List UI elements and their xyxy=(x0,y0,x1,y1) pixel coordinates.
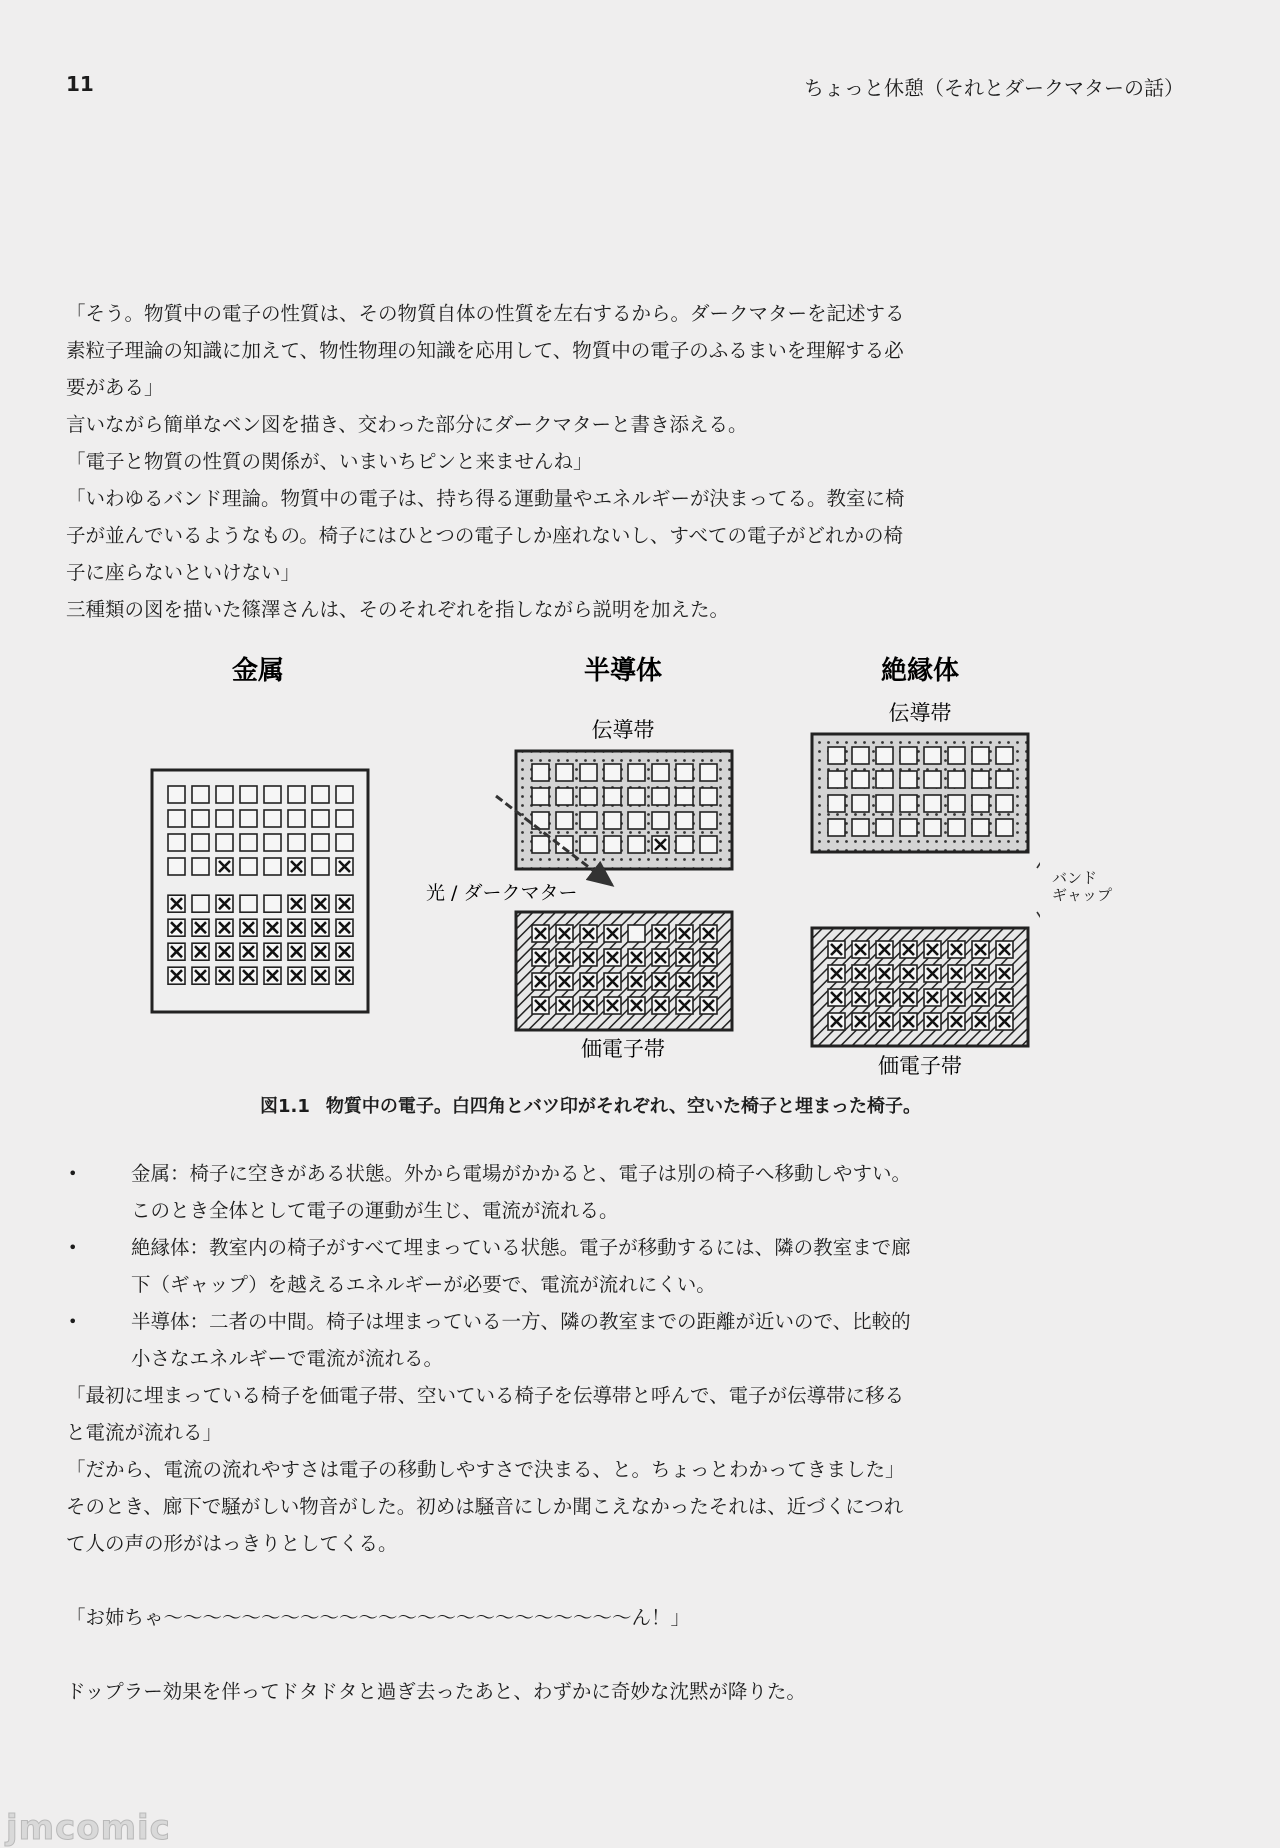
band-gap-label-line: バンド xyxy=(1052,869,1098,887)
empty-seat-icon xyxy=(948,795,965,812)
empty-seat-icon xyxy=(240,858,257,875)
closing-line: ドップラー効果を伴ってドタドタと過ぎ去ったあと、わずかに奇妙な沈黙が降りた。 xyxy=(66,1680,806,1703)
empty-seat-icon xyxy=(652,788,669,805)
empty-seat-icon xyxy=(240,810,257,827)
caption-number: 図1.1 xyxy=(260,1096,310,1117)
empty-seat-icon xyxy=(852,795,869,812)
empty-seat-icon xyxy=(604,764,621,781)
empty-seat-icon xyxy=(580,764,597,781)
band-gap-label-line: ギャップ xyxy=(1052,886,1113,904)
empty-seat-icon xyxy=(900,795,917,812)
semiconductor-title: 半導体 xyxy=(583,656,663,686)
figure-caption xyxy=(260,1092,921,1118)
empty-seat-icon xyxy=(676,812,693,829)
empty-seat-icon xyxy=(532,764,549,781)
empty-seat-icon xyxy=(556,788,573,805)
empty-seat-icon xyxy=(924,819,941,836)
empty-seat-icon xyxy=(828,771,845,788)
empty-seat-icon xyxy=(996,795,1013,812)
empty-seat-icon xyxy=(532,788,549,805)
empty-seat-icon xyxy=(532,836,549,853)
watermark-logo: jmcomic xyxy=(6,1808,171,1848)
empty-seat-icon xyxy=(216,834,233,851)
empty-seat-icon xyxy=(628,764,645,781)
empty-seat-icon xyxy=(312,786,329,803)
bullet-item-metal xyxy=(66,1155,1006,1229)
empty-seat-icon xyxy=(852,819,869,836)
metal-title: 金属 xyxy=(231,656,285,686)
empty-seat-icon xyxy=(948,819,965,836)
empty-seat-icon xyxy=(852,747,869,764)
empty-seat-icon xyxy=(192,810,209,827)
empty-seat-icon xyxy=(168,858,185,875)
empty-seat-icon xyxy=(264,858,281,875)
light-dark-matter-label: 光 / ダークマター xyxy=(426,882,578,904)
band-gap-arrow-up xyxy=(1037,859,1040,868)
empty-seat-icon xyxy=(972,747,989,764)
empty-seat-icon xyxy=(996,771,1013,788)
empty-seat-icon xyxy=(192,786,209,803)
empty-seat-icon xyxy=(336,834,353,851)
bullet-dot-icon: • xyxy=(68,1238,78,1257)
empty-seat-icon xyxy=(240,786,257,803)
empty-seat-icon xyxy=(972,819,989,836)
empty-seat-icon xyxy=(924,747,941,764)
empty-seat-icon xyxy=(700,836,717,853)
semi-conduction-band-label: 伝導帯 xyxy=(591,718,655,742)
caption-text: 物質中の電子。白四角とバツ印がそれぞれ、空いた椅子と埋まった椅子。 xyxy=(325,1096,921,1117)
empty-seat-icon xyxy=(288,834,305,851)
empty-seat-icon xyxy=(336,810,353,827)
empty-seat-icon xyxy=(168,810,185,827)
band-gap-label xyxy=(1052,870,1112,904)
text-line: と電流が流れる」 xyxy=(66,1421,223,1444)
empty-seat-icon xyxy=(264,895,281,912)
empty-seat-icon xyxy=(168,786,185,803)
ins-valence-band-label: 価電子帯 xyxy=(878,1054,962,1078)
empty-seat-icon xyxy=(972,771,989,788)
empty-seat-icon xyxy=(580,812,597,829)
empty-seat-icon xyxy=(900,819,917,836)
empty-seat-icon xyxy=(264,786,281,803)
empty-seat-icon xyxy=(876,819,893,836)
empty-seat-icon xyxy=(948,771,965,788)
page-number: 11 xyxy=(66,72,94,96)
empty-seat-icon xyxy=(924,795,941,812)
empty-seat-icon xyxy=(996,747,1013,764)
empty-seat-icon xyxy=(676,836,693,853)
empty-seat-icon xyxy=(264,810,281,827)
empty-seat-icon xyxy=(312,810,329,827)
running-title: ちょっと休憩（それとダークマターの話） xyxy=(804,76,1184,100)
text-line: 「だから、電流の流れやすさは電子の移動しやすさで決まる、と。ちょっとわかってきました」 xyxy=(66,1458,905,1481)
empty-seat-icon xyxy=(628,925,645,942)
empty-seat-icon xyxy=(972,795,989,812)
bullet-item-semiconductor xyxy=(66,1303,1006,1377)
empty-seat-icon xyxy=(312,858,329,875)
empty-seat-icon xyxy=(580,836,597,853)
empty-seat-icon xyxy=(948,747,965,764)
empty-seat-icon xyxy=(700,812,717,829)
text-line: 言いながら簡単なベン図を描き、交わった部分にダークマターと書き添える。 xyxy=(66,413,748,436)
lower-text-block xyxy=(66,1155,1006,1710)
empty-seat-icon xyxy=(876,771,893,788)
empty-seat-icon xyxy=(604,836,621,853)
empty-seat-icon xyxy=(900,771,917,788)
text-line: 「そう。物質中の電子の性質は、その物質自体の性質を左右するから。ダークマターを記述する xyxy=(66,302,905,325)
empty-seat-icon xyxy=(240,895,257,912)
ins-conduction-band-label: 伝導帯 xyxy=(888,701,952,725)
empty-seat-icon xyxy=(876,747,893,764)
empty-seat-icon xyxy=(700,764,717,781)
bullet-line: 半導体：二者の中間。椅子は埋まっている一方、隣の教室までの距離が近いので、比較的 xyxy=(131,1310,911,1333)
empty-seat-icon xyxy=(288,810,305,827)
empty-seat-icon xyxy=(676,764,693,781)
empty-seat-icon xyxy=(828,795,845,812)
empty-seat-icon xyxy=(628,788,645,805)
text-line: 子に座らないといけない」 xyxy=(66,561,301,584)
bullet-item-insulator xyxy=(66,1229,1006,1303)
empty-seat-icon xyxy=(192,834,209,851)
shout-line: 「お姉ちゃ〜〜〜〜〜〜〜〜〜〜〜〜〜〜〜〜〜〜〜〜〜〜〜〜ん！」 xyxy=(66,1606,691,1629)
text-line: 「電子と物質の性質の関係が、いまいちピンと来ませんね」 xyxy=(66,450,593,473)
bullet-line: 金属：椅子に空きがある状態。外から電場がかかると、電子は別の椅子へ移動しやすい。 xyxy=(131,1162,912,1185)
text-line: 「最初に埋まっている椅子を価電子帯、空いている椅子を伝導帯と呼んで、電子が伝導帯に移る xyxy=(66,1384,905,1407)
text-line: 素粒子理論の知識に加えて、物性物理の知識を応用して、物質中の電子のふるまいを理解する必 xyxy=(66,339,904,362)
empty-seat-icon xyxy=(996,819,1013,836)
text-line: 「いわゆるバンド理論。物質中の電子は、持ち得る運動量やエネルギーが決まってる。教室に椅 xyxy=(66,487,905,510)
empty-seat-icon xyxy=(828,747,845,764)
upper-text-block xyxy=(66,295,1006,628)
text-line: 三種類の図を描いた篠澤さんは、そのそれぞれを指しながら説明を加えた。 xyxy=(66,598,730,621)
text-line: て人の声の形がはっきりとしてくる。 xyxy=(66,1532,398,1555)
bullet-dot-icon: • xyxy=(68,1312,78,1331)
empty-seat-icon xyxy=(676,788,693,805)
band-diagram-figure xyxy=(140,648,1113,1088)
band-diagram xyxy=(140,648,1040,1088)
bullet-line: 小さなエネルギーで電流が流れる。 xyxy=(131,1347,444,1370)
empty-seat-icon xyxy=(852,771,869,788)
empty-seat-icon xyxy=(604,788,621,805)
bullet-line: このとき全体として電子の運動が生じ、電流が流れる。 xyxy=(131,1199,619,1222)
empty-seat-icon xyxy=(336,786,353,803)
empty-seat-icon xyxy=(240,834,257,851)
empty-seat-icon xyxy=(556,764,573,781)
empty-seat-icon xyxy=(168,834,185,851)
text-line: 子が並んでいるようなもの。椅子にはひとつの電子しか座れないし、すべての電子がどれかの椅 xyxy=(66,524,903,547)
empty-seat-icon xyxy=(192,895,209,912)
empty-seat-icon xyxy=(288,786,305,803)
empty-seat-icon xyxy=(264,834,281,851)
empty-seat-icon xyxy=(312,834,329,851)
empty-seat-icon xyxy=(580,788,597,805)
bullet-line: 下（ギャップ）を越えるエネルギーが必要で、電流が流れにくい。 xyxy=(131,1273,716,1296)
semi-valence-band-label: 価電子帯 xyxy=(581,1037,665,1061)
bullet-line: 絶縁体：教室内の椅子がすべて埋まっている状態。電子が移動するには、隣の教室まで廊 xyxy=(131,1236,911,1259)
empty-seat-icon xyxy=(924,771,941,788)
text-line: そのとき、廊下で騒がしい物音がした。初めは騒音にしか聞こえなかったそれは、近づくにつれ xyxy=(66,1495,904,1518)
empty-seat-icon xyxy=(628,836,645,853)
empty-seat-icon xyxy=(652,812,669,829)
empty-seat-icon xyxy=(628,812,645,829)
text-line: 要がある」 xyxy=(66,376,164,399)
empty-seat-icon xyxy=(876,795,893,812)
empty-seat-icon xyxy=(556,812,573,829)
empty-seat-icon xyxy=(216,810,233,827)
empty-seat-icon xyxy=(192,858,209,875)
band-gap-arrow-down xyxy=(1037,912,1040,921)
empty-seat-icon xyxy=(828,819,845,836)
empty-seat-icon xyxy=(604,812,621,829)
empty-seat-icon xyxy=(900,747,917,764)
bullet-dot-icon: • xyxy=(68,1164,78,1183)
insulator-title: 絶縁体 xyxy=(880,656,960,686)
empty-seat-icon xyxy=(700,788,717,805)
empty-seat-icon xyxy=(652,764,669,781)
empty-seat-icon xyxy=(216,786,233,803)
